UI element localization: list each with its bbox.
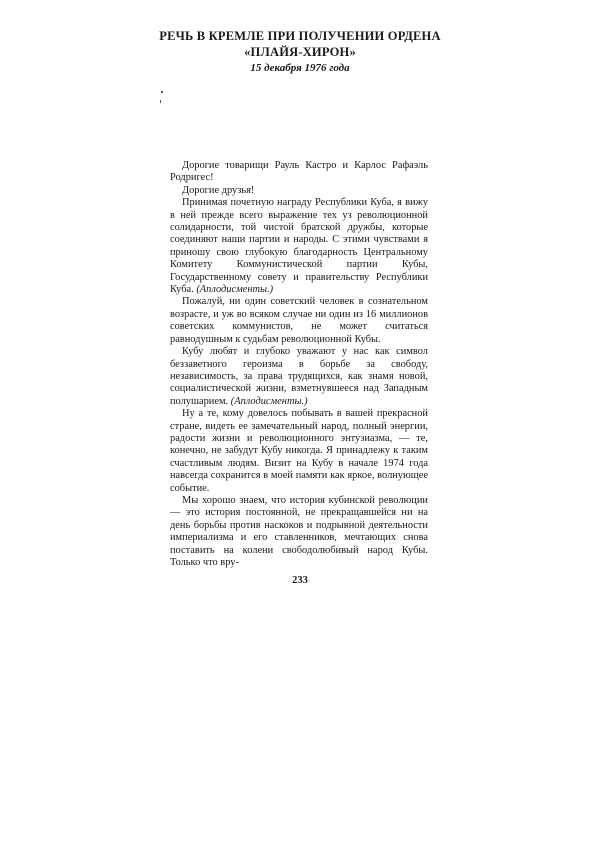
applause-note: (Аплодисменты.)	[196, 284, 274, 296]
paragraph-text: Ну а те, кому довелось побывать в вашей прекрасной стране, видеть ее замечательный народ, полный энергии, радости жизни и революционного энтузиазма, — те, конечно, не забудут Кубу никогда. Я принадлежу к таким счастливым людям. Визит на Кубу в начале 1974 года навсегда сохранится в моей памяти как яркое, волнующее событие.	[170, 408, 428, 494]
paragraph	[170, 197, 428, 296]
paragraph-text: Кубу любят и глубоко уважают у нас как символ беззаветного героизма в борьбе за свободу, независимость, за права трудящихся, как знамя новой, социалистической жизни, взметнувшееся над Западным полушарием.	[170, 346, 428, 407]
speech-date: 15 декабря 1976 года	[250, 62, 350, 74]
paragraph	[170, 185, 428, 197]
speech-title-line-1: РЕЧЬ В КРЕМЛЕ ПРИ ПОЛУЧЕНИИ ОРДЕНА	[159, 29, 441, 43]
page-number: 233	[292, 575, 308, 586]
applause-note: (Аплодисменты.)	[230, 395, 308, 407]
paragraph	[170, 495, 428, 569]
paragraph-text: Принимая почетную награду Республики Куба, я вижу в ней прежде всего выражение тех уз революционной солидарности, той чистой братской дружбы, которые соединяют наши партии и народы. С этими чувствами я приношу свою глубокую благодарность Центральному Комитету Коммунистической партии Кубы, Государственному совету и правительству Республики Куба.	[170, 197, 428, 296]
paragraph-text: Пожалуй, ни один советский человек в сознательном возрасте, и уж во всяком случае ни один из 16 миллионов советских коммунистов, не может считаться равнодушным к судьбам революционной Кубы.	[170, 296, 428, 345]
speech-body	[170, 160, 428, 569]
print-speck	[161, 91, 163, 93]
paragraph-text: Мы хорошо знаем, что история кубинской революции — это история постоянной, не прекращавшейся ни на день борьбы против наскоков и подрывной деятельности империализма и его ставленников, мечтающих снова поставить на колени свободолюбивый народ Кубы. Только что вру-	[170, 494, 428, 568]
paragraph-text: Дорогие друзья!	[182, 184, 255, 196]
paragraph-text: Дорогие товарищи Рауль Кастро и Карлос Рафаэль Родригес!	[170, 160, 428, 184]
paragraph	[170, 296, 428, 346]
paragraph	[170, 346, 428, 408]
print-speck	[160, 100, 161, 103]
paragraph	[170, 408, 428, 495]
paragraph	[170, 160, 428, 185]
speech-title-line-2: «ПЛАЙЯ-ХИРОН»	[244, 45, 356, 59]
